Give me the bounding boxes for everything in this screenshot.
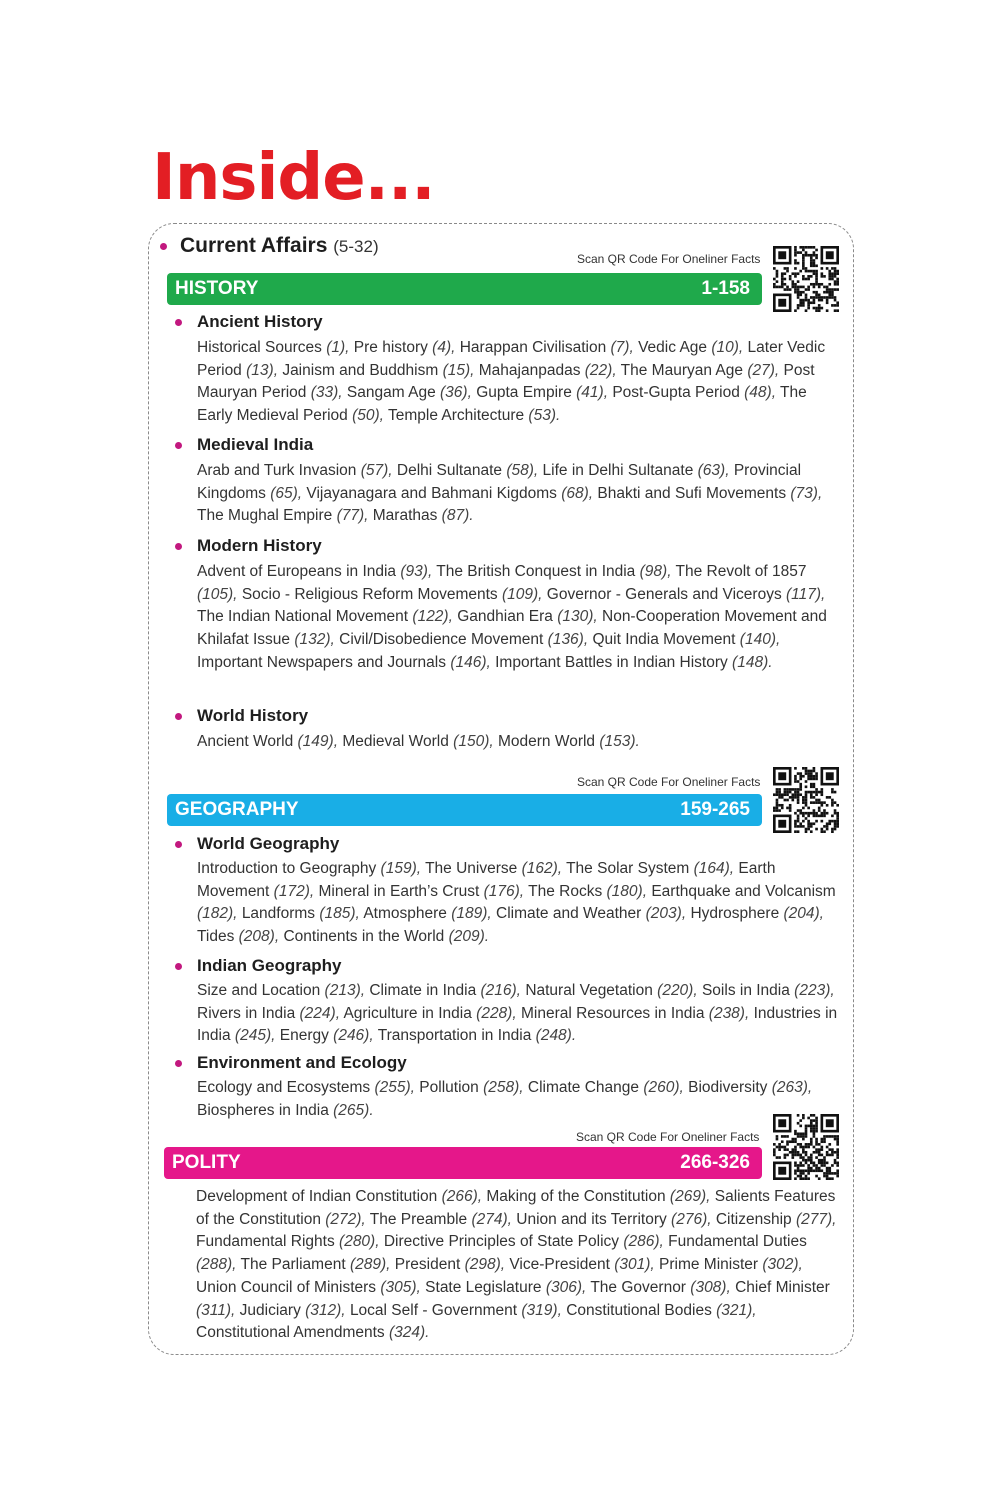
topic-list	[197, 858, 837, 949]
topic-name: Introduction to Geography	[197, 860, 381, 877]
topic-item	[197, 462, 393, 479]
bullet-icon	[175, 841, 182, 848]
qr-code-icon[interactable]	[773, 767, 839, 833]
topic-name: Fundamental Rights	[196, 1233, 340, 1251]
bullet-icon	[175, 442, 182, 449]
topic-name: Biospheres in India	[197, 1101, 334, 1119]
topic-page: (319),	[521, 1301, 562, 1319]
topic-name: Life in Delhi Sultanate	[542, 462, 698, 479]
topic-name: Earthquake and Volcanism	[651, 882, 836, 900]
topic-item	[659, 1256, 803, 1273]
topic-page: (164),	[693, 860, 735, 877]
topic-item	[566, 1302, 756, 1319]
topic-name: Ecology and Ecosystems	[197, 1079, 375, 1096]
topic-item	[638, 339, 743, 356]
topic-item	[369, 982, 521, 999]
topic-list	[197, 460, 837, 528]
topic-name: Fundamental Duties	[668, 1233, 807, 1251]
section-label-geography: GEOGRAPHY	[175, 799, 299, 820]
topic-page: (27),	[747, 361, 780, 379]
topic-name: Development of Indian Constitution	[196, 1188, 442, 1205]
topic-item	[283, 928, 489, 945]
topic-page: (180),	[606, 882, 648, 900]
topic-name: Post Mauryan Period	[197, 361, 815, 402]
topic-list	[197, 731, 837, 754]
topic-name: Marathas	[372, 507, 442, 525]
topic-item	[590, 1279, 730, 1296]
topic-page: (305),	[380, 1278, 421, 1296]
topic-item	[196, 1279, 421, 1296]
topic-item	[476, 384, 608, 401]
topic-name: Climate and Weather	[496, 905, 646, 923]
topic-name: Natural Vegetation	[525, 982, 658, 999]
topic-item	[716, 1211, 837, 1228]
topic-item	[457, 608, 597, 625]
topic-name: Landforms	[241, 905, 320, 923]
topic-page: (41),	[576, 384, 608, 402]
topic-name: Important Newspapers and Journals	[197, 653, 451, 671]
topic-page: (288),	[196, 1256, 237, 1274]
topic-page: (10),	[711, 339, 744, 356]
topic-name: The Revolt of 1857	[675, 563, 807, 580]
topic-item	[460, 339, 634, 356]
topic-item	[525, 982, 697, 999]
topic-page: (53).	[528, 407, 561, 425]
topic-page: (33),	[310, 384, 343, 402]
topic-name: Agriculture in India	[343, 1004, 477, 1022]
topic-page: (22),	[584, 361, 617, 379]
topic-name: Prime Minister	[659, 1256, 763, 1274]
topic-name: Transportation in India	[377, 1027, 536, 1045]
topic-page: (4),	[432, 339, 456, 356]
topic-name: Continents in the World	[283, 928, 449, 946]
topic-name: Union Council of Ministers	[196, 1278, 381, 1296]
topic-page: (216),	[480, 982, 521, 999]
topic-name: The Rocks	[528, 882, 607, 900]
topic-name: Medieval World	[342, 733, 454, 750]
bullet-icon	[175, 543, 182, 550]
topic-page: (93),	[400, 563, 433, 580]
bullet-icon	[160, 243, 167, 250]
bullet-icon	[175, 713, 182, 720]
topic-page: (63),	[697, 462, 730, 479]
topic-item	[373, 507, 474, 524]
topic-name: Biodiversity	[688, 1079, 772, 1096]
topic-page: (162),	[521, 860, 563, 877]
topic-item	[543, 462, 730, 479]
topic-page: (7),	[610, 339, 634, 356]
topic-name: Socio - Religious Reform Movements	[241, 585, 502, 603]
section-bar-history	[167, 273, 762, 305]
topic-item	[339, 631, 588, 648]
topic-name: Quit India Movement	[592, 631, 740, 649]
topic-item	[419, 1079, 523, 1096]
topic-item	[197, 1102, 374, 1119]
topic-page: (15),	[442, 361, 475, 379]
topic-name: President	[394, 1256, 465, 1274]
topic-page: (277),	[795, 1210, 837, 1228]
topic-item	[702, 982, 835, 999]
topic-name: Salients Features of the Constitution	[196, 1188, 836, 1228]
topic-item	[342, 733, 493, 750]
topic-name: The Parliament	[240, 1256, 350, 1274]
qr-caption-polity: Scan QR Code For Oneliner Facts	[576, 1130, 760, 1144]
topic-item	[197, 608, 453, 625]
topic-page: (311),	[196, 1301, 236, 1319]
topic-item	[384, 1233, 664, 1250]
topic-page: (176),	[483, 882, 525, 900]
topic-page: (208),	[238, 928, 280, 946]
topic-page: (312),	[305, 1301, 346, 1319]
topic-page: (224),	[299, 1004, 341, 1022]
topic-page: (189),	[451, 905, 492, 923]
topic-page: (13),	[246, 361, 278, 379]
topic-item	[242, 905, 360, 922]
topic-name: Earth Movement	[197, 860, 776, 900]
topic-name: Pre history	[353, 339, 433, 356]
qr-code-icon[interactable]	[773, 246, 839, 312]
topic-page: (150),	[453, 733, 494, 750]
topic-name: Ancient World	[197, 733, 298, 750]
bullet-icon	[175, 319, 182, 326]
topic-name: Temple Architecture	[387, 407, 529, 425]
topic-page: (105),	[197, 585, 238, 603]
topic-page: (324).	[389, 1324, 430, 1342]
topic-page: (172),	[273, 882, 315, 900]
topic-item	[197, 928, 279, 945]
section-range-polity: 266-326	[680, 1152, 750, 1173]
topic-page: (149),	[297, 733, 339, 750]
topic-item	[197, 507, 368, 524]
topic-name: Mineral Resources in India	[520, 1004, 709, 1022]
topic-name: Arab and Turk Invasion	[197, 462, 361, 479]
topic-page: (302),	[762, 1256, 803, 1274]
topic-name: The Indian National Movement	[197, 608, 413, 626]
topic-name: The Preamble	[369, 1210, 472, 1228]
current-affairs-label: Current Affairs	[180, 234, 328, 257]
topic-item	[318, 883, 524, 900]
topic-name: Non-Cooperation Movement and Khilafat Issue	[197, 608, 827, 649]
topic-name: The Solar System	[566, 860, 694, 877]
topic-page: (223),	[794, 982, 835, 999]
topic-name: Industries in India	[197, 1004, 838, 1045]
topic-item	[196, 1324, 430, 1341]
topic-name: Jainism and Buddhism	[282, 361, 443, 379]
topic-name: Climate Change	[527, 1079, 644, 1096]
topic-item	[350, 1302, 562, 1319]
topic-item	[566, 860, 734, 877]
topic-item	[280, 1027, 374, 1044]
topic-name: Sangam Age	[346, 384, 440, 402]
topic-page: (298),	[464, 1256, 506, 1274]
topic-item	[592, 631, 780, 648]
topic-item	[197, 1005, 340, 1022]
topic-name: Energy	[279, 1027, 334, 1045]
topic-name: Soils in India	[701, 982, 795, 999]
topic-name: The Universe	[425, 860, 522, 877]
topic-name: Modern World	[497, 733, 600, 750]
topic-page: (48),	[744, 384, 777, 402]
topic-item	[196, 1188, 482, 1205]
qr-code-icon[interactable]	[773, 1114, 839, 1180]
topic-list	[197, 980, 839, 1048]
topic-name: The Mauryan Age	[620, 361, 748, 379]
topic-page: (308),	[690, 1278, 731, 1296]
topic-item	[197, 563, 432, 580]
qr-caption-history: Scan QR Code For Oneliner Facts	[577, 252, 761, 266]
topic-name: Atmosphere	[363, 905, 452, 923]
topic-list	[197, 337, 837, 428]
topic-item	[495, 654, 772, 671]
topic-item	[240, 1302, 346, 1319]
section-range-geography: 159-265	[680, 799, 750, 820]
topic-page: (272),	[325, 1210, 366, 1228]
topic-item	[516, 1211, 711, 1228]
topic-name: Harappan Civilisation	[459, 339, 611, 356]
topic-page: (266),	[441, 1188, 483, 1205]
topic-name: Making of the Constitution	[486, 1188, 670, 1205]
topic-name: The Mughal Empire	[197, 507, 337, 525]
topic-item	[242, 586, 543, 603]
topic-name: Governor - Generals and Viceroys	[546, 585, 786, 603]
topic-item	[354, 339, 456, 356]
topic-page: (245),	[234, 1027, 276, 1045]
topic-name: Pollution	[419, 1079, 484, 1096]
topic-item	[347, 384, 472, 401]
topic-item	[425, 860, 562, 877]
topic-item	[521, 1005, 749, 1022]
topic-item	[486, 1188, 710, 1205]
topic-page: (265).	[333, 1101, 374, 1119]
topic-page: (204),	[783, 905, 824, 923]
topic-name: Mahajanpadas	[478, 361, 585, 379]
section-label-history: HISTORY	[175, 278, 259, 299]
topic-page: (109),	[501, 585, 543, 603]
topic-name: Bhakti and Sufi Movements	[597, 484, 791, 502]
topic-page: (269),	[669, 1188, 711, 1205]
page-title: Inside...	[152, 141, 435, 215]
topic-item	[370, 1211, 512, 1228]
topic-page: (36),	[440, 384, 472, 402]
topic-name: State Legislature	[425, 1278, 546, 1296]
topic-page: (306),	[545, 1278, 587, 1296]
topic-item	[197, 339, 349, 356]
topic-name: Vice-President	[509, 1256, 615, 1274]
topic-page: (228),	[476, 1004, 517, 1022]
topic-item	[395, 1256, 505, 1273]
topic-item	[397, 462, 538, 479]
topic-item	[197, 654, 491, 671]
topic-item	[378, 1027, 576, 1044]
topic-page: (260),	[643, 1079, 684, 1096]
topic-name: The British Conquest in India	[436, 563, 640, 580]
current-affairs-heading	[180, 234, 379, 258]
topic-item	[388, 407, 560, 424]
qr-caption-geography: Scan QR Code For Oneliner Facts	[577, 775, 761, 789]
topic-item	[197, 860, 421, 877]
topic-page: (321),	[716, 1301, 757, 1319]
topic-page: (68),	[561, 484, 594, 502]
topic-page: (132),	[294, 631, 335, 649]
topic-name: Size and Location	[197, 982, 325, 999]
topic-name: Citizenship	[715, 1210, 796, 1228]
subsection-title: World History	[197, 706, 309, 725]
topic-item	[690, 905, 824, 922]
topic-name: Civil/Disobedience Movement	[339, 631, 548, 649]
topic-item	[597, 485, 822, 502]
topic-page: (182),	[197, 905, 238, 923]
topic-item	[509, 1256, 654, 1273]
topic-name: Advent of Europeans in India	[197, 563, 401, 580]
topic-item	[197, 1079, 415, 1096]
subsection-title: World Geography	[197, 834, 340, 853]
topic-list	[196, 1186, 841, 1345]
topic-page: (248).	[535, 1027, 577, 1045]
topic-name: Directive Principles of State Policy	[383, 1233, 624, 1251]
topic-page: (301),	[614, 1256, 655, 1274]
topic-page: (77),	[336, 507, 369, 525]
topic-page: (246),	[333, 1027, 374, 1045]
topic-page: (276),	[671, 1210, 712, 1228]
topic-item	[197, 733, 338, 750]
section-bar-polity	[164, 1147, 762, 1179]
topic-page: (122),	[412, 608, 453, 626]
topic-name: Delhi Sultanate	[396, 462, 507, 479]
topic-name: The Early Medieval Period	[197, 384, 807, 425]
topic-item	[241, 1256, 391, 1273]
topic-page: (1),	[326, 339, 350, 356]
topic-item	[621, 362, 780, 379]
topic-item	[528, 1079, 684, 1096]
topic-page: (159),	[380, 860, 422, 877]
topic-page: (65),	[270, 484, 303, 502]
topic-page: (274),	[471, 1210, 512, 1228]
topic-name: Rivers in India	[197, 1004, 300, 1022]
current-affairs-range: (5-32)	[333, 237, 379, 256]
section-bar-geography	[167, 794, 762, 826]
topic-item	[479, 362, 617, 379]
topic-name: Union and its Territory	[516, 1210, 672, 1228]
topic-page: (258),	[483, 1079, 524, 1096]
topic-item	[547, 586, 826, 603]
topic-name: Gupta Empire	[476, 384, 577, 402]
topic-name: Constitutional Amendments	[196, 1324, 389, 1342]
topic-page: (263),	[771, 1079, 813, 1096]
topic-list	[197, 1077, 837, 1122]
topic-page: (220),	[657, 982, 698, 999]
topic-page: (130),	[557, 608, 598, 626]
topic-name: Climate in India	[369, 982, 481, 999]
topic-name: Chief Minister	[735, 1278, 830, 1296]
topic-name: Historical Sources	[197, 339, 327, 356]
topic-name: Gandhian Era	[457, 608, 558, 626]
topic-name: Mineral in Earth’s Crust	[318, 882, 484, 900]
topic-item	[496, 905, 686, 922]
topic-item	[363, 905, 491, 922]
topic-page: (213),	[324, 982, 366, 999]
topic-name: Judiciary	[239, 1301, 306, 1319]
bullet-icon	[175, 963, 182, 970]
topic-item	[688, 1079, 812, 1096]
topic-name: Constitutional Bodies	[566, 1301, 717, 1319]
topic-name: Local Self - Government	[349, 1301, 522, 1319]
subsection-title: Medieval India	[197, 435, 314, 454]
topic-list	[197, 561, 837, 675]
topic-name: Tides	[197, 928, 239, 946]
topic-page: (153).	[599, 733, 640, 750]
topic-name: Provincial Kingdoms	[197, 462, 802, 502]
topic-page: (203),	[645, 905, 687, 923]
topic-page: (117),	[786, 585, 826, 603]
topic-page: (136),	[547, 631, 589, 649]
subsection-title: Indian Geography	[197, 956, 342, 975]
topic-page: (148).	[732, 653, 773, 671]
topic-item	[282, 362, 474, 379]
subsection-title: Ancient History	[197, 312, 323, 331]
topic-item	[343, 1005, 516, 1022]
topic-page: (286),	[623, 1233, 664, 1251]
topic-page: (73),	[790, 484, 823, 502]
topic-item	[612, 384, 776, 401]
topic-page: (289),	[349, 1256, 391, 1274]
topic-page: (57),	[360, 462, 393, 479]
topic-name: Hydrosphere	[690, 905, 784, 923]
topic-page: (58),	[506, 462, 539, 479]
subsection-title: Environment and Ecology	[197, 1053, 407, 1072]
subsection-title: Modern History	[197, 536, 322, 555]
topic-name: Post-Gupta Period	[612, 384, 745, 402]
topic-item	[498, 733, 640, 750]
topic-name: The Governor	[590, 1278, 691, 1296]
bullet-icon	[175, 1060, 182, 1067]
topic-page: (280),	[339, 1233, 380, 1251]
topic-page: (255),	[374, 1079, 415, 1096]
topic-page: (209).	[448, 928, 490, 946]
topic-name: Later Vedic Period	[197, 339, 826, 379]
topic-name: Important Battles in Indian History	[495, 653, 733, 671]
topic-item	[196, 1233, 380, 1250]
topic-page: (146),	[450, 653, 491, 671]
topic-item	[528, 883, 647, 900]
topic-item	[436, 563, 671, 580]
topic-page: (140),	[739, 631, 781, 649]
section-label-polity: POLITY	[172, 1152, 241, 1173]
topic-page: (98),	[639, 563, 672, 580]
section-range-history: 1-158	[701, 278, 750, 299]
topic-item	[306, 485, 593, 502]
topic-page: (185),	[319, 905, 360, 923]
topic-item	[197, 982, 365, 999]
topic-name: Vedic Age	[638, 339, 712, 356]
topic-name: Vijayanagara and Bahmani Kigdoms	[306, 484, 562, 502]
topic-item	[425, 1279, 586, 1296]
topic-page: (238),	[708, 1004, 750, 1022]
topic-page: (87).	[441, 507, 474, 525]
topic-page: (50),	[352, 407, 384, 425]
